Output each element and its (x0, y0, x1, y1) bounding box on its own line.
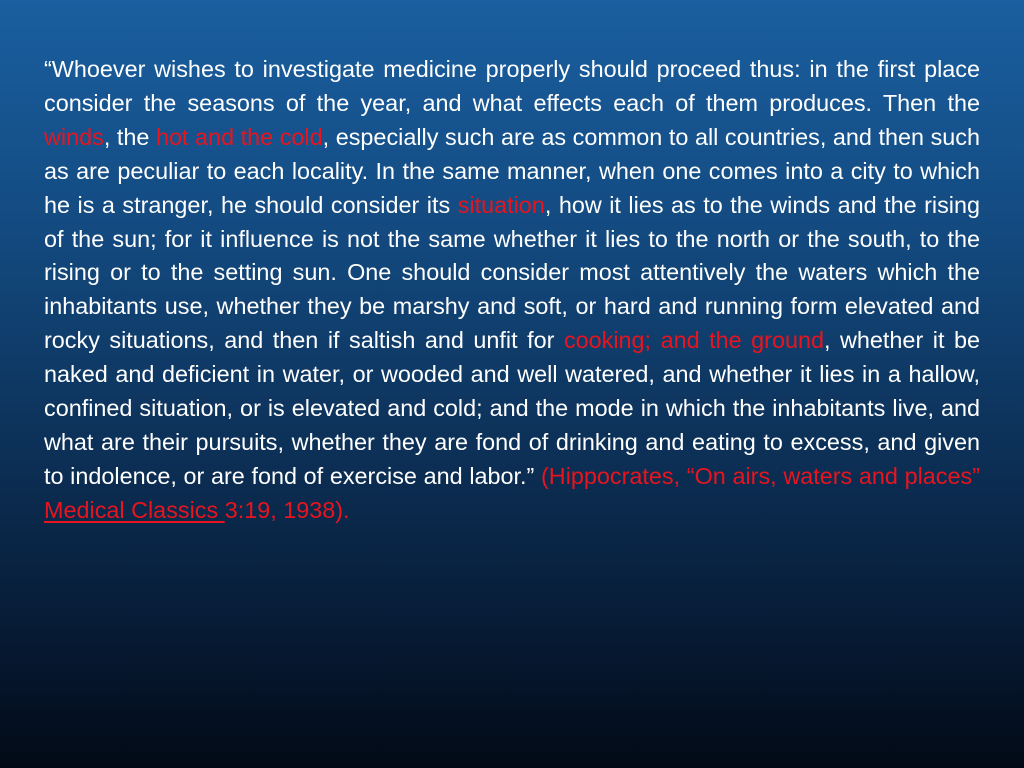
citation-link-medical-classics[interactable]: Medical Classics (44, 496, 225, 523)
quote-text: , especially such are as common to all countries, and then such as are peculiar to each locality. In the same manner, when one comes into a city to which he is a stranger, he should consider its (44, 123, 981, 218)
highlight-cooking-ground: cooking; and the ground (563, 327, 824, 354)
quote-text: , whether it be naked and deficient in water, or wooded and well watered, and whether it lies in a hallow, confined situation, or is elevated and cold; and the mode in which the inhabitants live, and what are their pursuits, whether they are fond of drinking and eating to excess, and given to indolence, or are fond of exercise and labor.” (44, 327, 980, 489)
highlight-situation: situation (457, 191, 545, 218)
highlight-winds: winds (44, 123, 104, 150)
highlight-hot-cold: hot and the cold (155, 123, 323, 150)
citation-prefix: (Hippocrates, “On airs, waters and places” (541, 462, 980, 489)
citation-suffix: 3:19, 1938). (224, 496, 350, 523)
hippocrates-quote (44, 53, 980, 528)
quote-text: “Whoever wishes to investigate medicine properly should proceed thus: in the first place consider the seasons of the year, and what effects each of them produces. Then the (44, 56, 980, 116)
quote-text: , how it lies as to the winds and the rising of the sun; for it influence is not the same whether it lies to the north or the south, to the rising or to the setting sun. One should consider most attentively the waters which the inhabitants use, whether they be marshy and soft, or hard and running form elevated and rocky situations, and then if saltish and unfit for (44, 191, 981, 354)
quote-text: , the (103, 123, 156, 150)
